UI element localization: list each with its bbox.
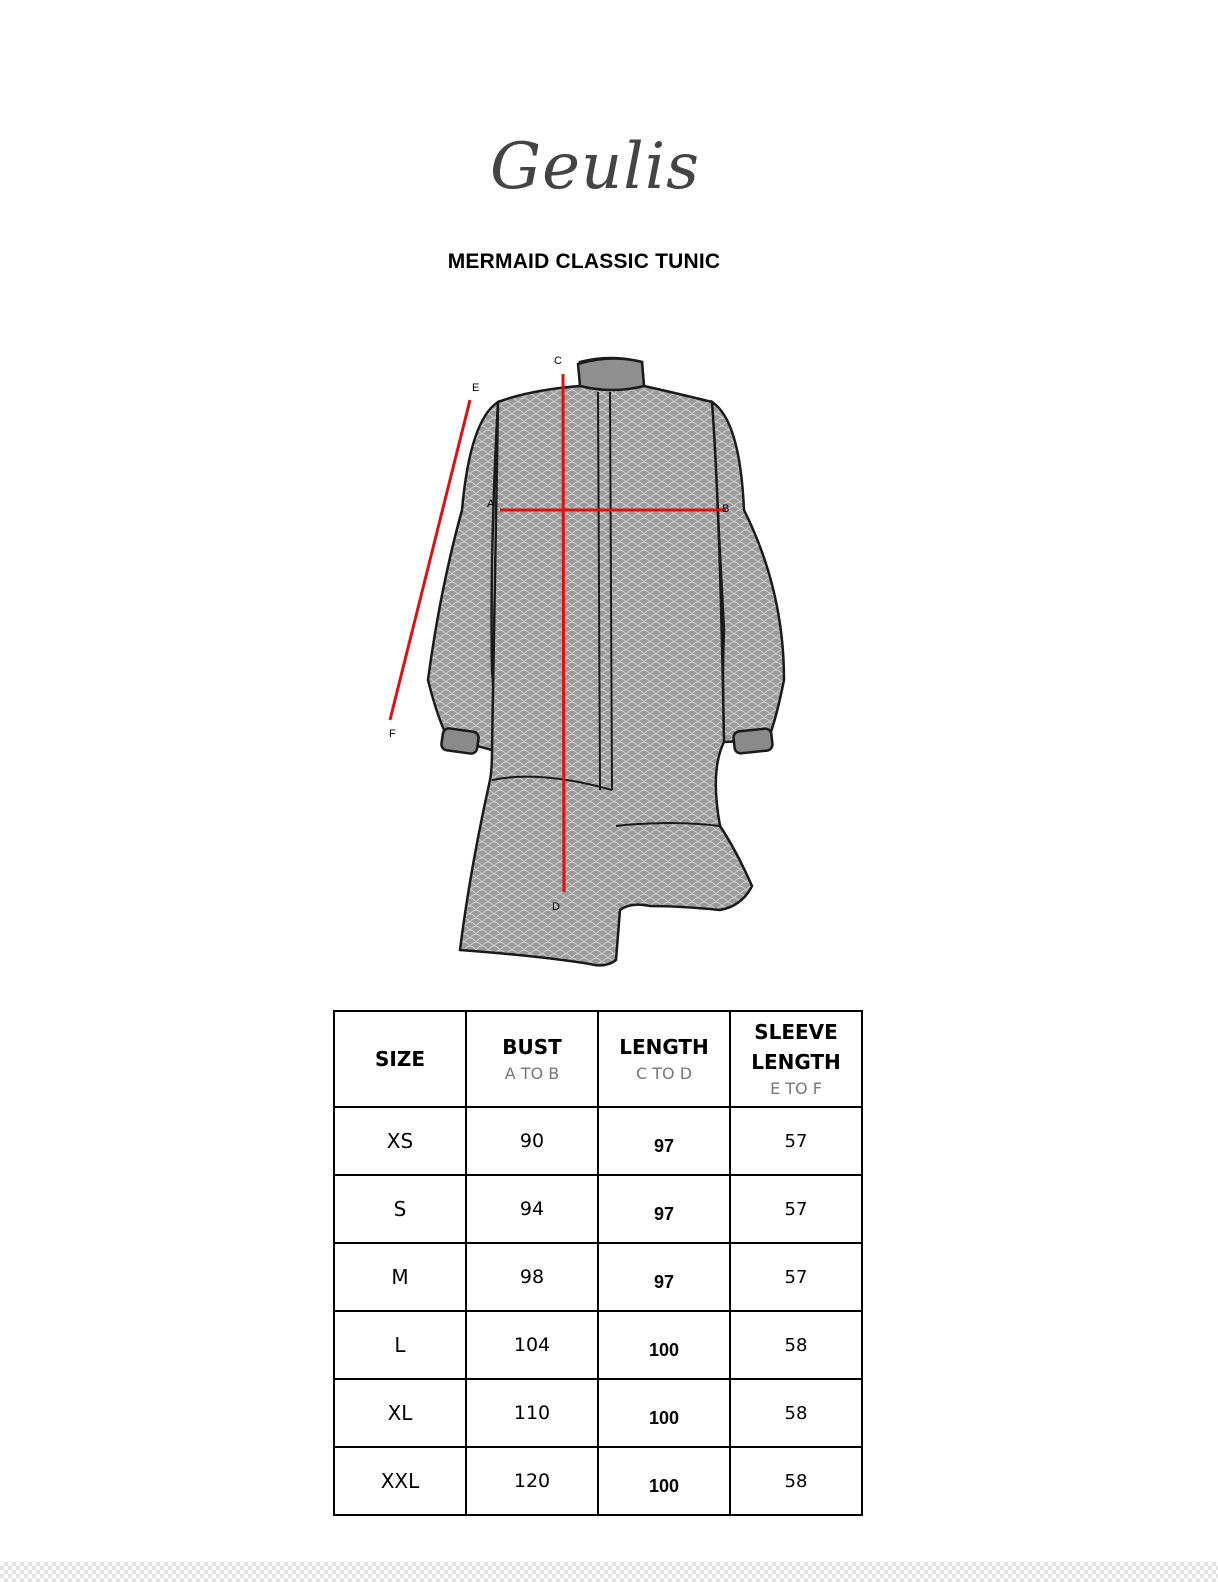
cell-bust: 110 xyxy=(466,1379,598,1447)
header-bust xyxy=(466,1011,598,1107)
point-label-b: B xyxy=(722,503,730,515)
table-header-row xyxy=(334,1011,862,1107)
header-bust-label: BUST xyxy=(502,1035,562,1059)
table-row xyxy=(334,1311,862,1379)
header-bust-sub: A TO B xyxy=(504,1064,560,1083)
point-label-f: F xyxy=(389,728,396,740)
cell-bust: 98 xyxy=(466,1243,598,1311)
cell-bust: 94 xyxy=(466,1175,598,1243)
cell-sleeve: 58 xyxy=(730,1311,862,1379)
point-label-c: C xyxy=(554,355,562,367)
left-cuff xyxy=(441,728,480,755)
cell-size: S xyxy=(334,1175,466,1243)
cell-size: XS xyxy=(334,1107,466,1175)
cell-sleeve: 58 xyxy=(730,1447,862,1515)
left-sleeve xyxy=(428,402,498,750)
cell-length: 100 xyxy=(598,1379,730,1447)
header-length xyxy=(598,1011,730,1107)
right-cuff xyxy=(733,728,773,754)
cell-bust: 120 xyxy=(466,1447,598,1515)
size-chart-table xyxy=(333,1010,863,1516)
header-size xyxy=(334,1011,466,1107)
point-label-a: A xyxy=(487,498,495,510)
header-length-label: LENGTH xyxy=(619,1035,709,1059)
cell-length: 97 xyxy=(598,1175,730,1243)
header-sleeve xyxy=(730,1011,862,1107)
header-length-sub: C TO D xyxy=(635,1064,693,1083)
tunic-collar xyxy=(578,358,644,390)
cell-length: 97 xyxy=(598,1107,730,1175)
cell-length: 97 xyxy=(598,1243,730,1311)
cell-sleeve: 57 xyxy=(730,1175,862,1243)
cell-bust: 90 xyxy=(466,1107,598,1175)
cell-bust: 104 xyxy=(466,1311,598,1379)
table-row xyxy=(334,1447,862,1515)
cell-size: XL xyxy=(334,1379,466,1447)
cell-length: 100 xyxy=(598,1311,730,1379)
tunic-drawing xyxy=(380,350,800,990)
cell-sleeve: 58 xyxy=(730,1379,862,1447)
garment-illustration xyxy=(380,350,800,990)
transparency-strip xyxy=(0,1562,1218,1582)
cell-length: 100 xyxy=(598,1447,730,1515)
point-label-e: E xyxy=(472,382,480,394)
cell-sleeve: 57 xyxy=(730,1107,862,1175)
brand-logo: Geulis xyxy=(490,130,700,204)
table-row xyxy=(334,1107,862,1175)
table-row xyxy=(334,1243,862,1311)
tunic-body xyxy=(460,358,752,965)
cell-size: L xyxy=(334,1311,466,1379)
cell-size: M xyxy=(334,1243,466,1311)
header-sleeve-sub: E TO F xyxy=(770,1079,822,1098)
product-title: MERMAID CLASSIC TUNIC xyxy=(447,250,721,273)
point-label-d: D xyxy=(552,901,560,913)
table-row xyxy=(334,1175,862,1243)
cell-sleeve: 57 xyxy=(730,1243,862,1311)
header-size-label: SIZE xyxy=(374,1047,425,1071)
header-sleeve-label-1: SLEEVE xyxy=(754,1020,838,1044)
measure-line-length xyxy=(563,374,564,892)
table-row xyxy=(334,1379,862,1447)
header-sleeve-label-2: LENGTH xyxy=(751,1050,841,1074)
cell-size: XXL xyxy=(334,1447,466,1515)
